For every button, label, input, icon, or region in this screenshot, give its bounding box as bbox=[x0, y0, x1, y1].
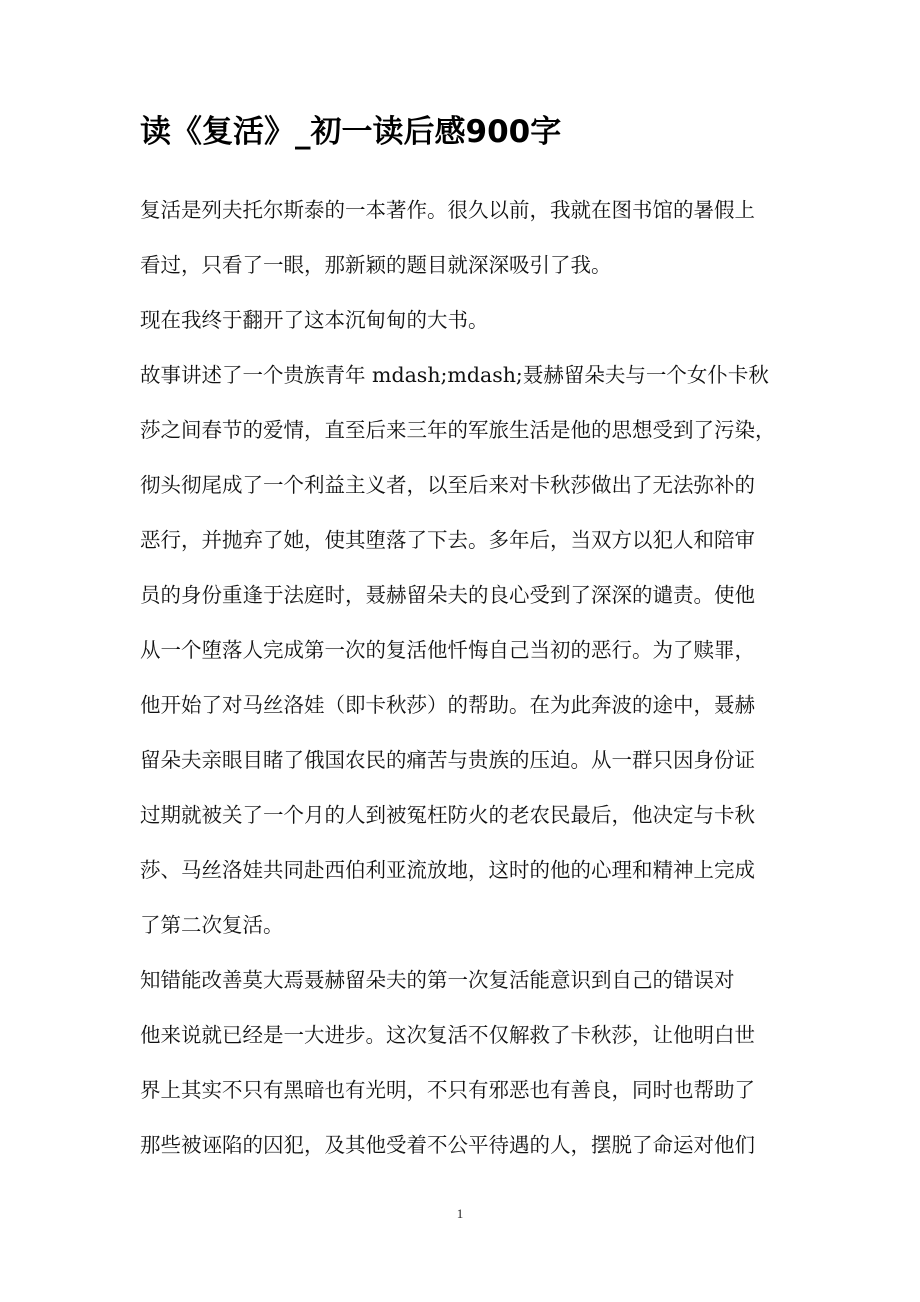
body-line: 莎之间春节的爱情，直至后来三年的军旅生活是他的思想受到了污染， bbox=[140, 418, 776, 442]
body-line: 留朵夫亲眼目睹了俄国农民的痛苦与贵族的压迫。从一群只因身份证 bbox=[140, 748, 755, 772]
body-line: 过期就被关了一个月的人到被冤枉防火的老农民最后，他决定与卡秋 bbox=[140, 803, 755, 827]
body-line: 那些被诬陷的囚犯，及其他受着不公平待遇的人，摆脱了命运对他们 bbox=[140, 1133, 755, 1157]
body-line: 知错能改善莫大焉聂赫留朵夫的第一次复活能意识到自己的错误对 bbox=[140, 968, 735, 992]
body-line: 故事讲述了一个贵族青年 mdash;mdash;聂赫留朵夫与一个女仆卡秋 bbox=[140, 363, 769, 387]
body-line: 恶行，并抛弃了她，使其堕落了下去。多年后，当双方以犯人和陪审 bbox=[140, 528, 755, 552]
body-line: 从一个堕落人完成第一次的复活他忏悔自己当初的恶行。为了赎罪， bbox=[140, 638, 755, 662]
document-title: 读《复活》_初一读后感900字 bbox=[140, 114, 562, 150]
body-line: 界上其实不只有黑暗也有光明，不只有邪恶也有善良，同时也帮助了 bbox=[140, 1078, 755, 1102]
body-line: 员的身份重逢于法庭时，聂赫留朵夫的良心受到了深深的谴责。使他 bbox=[140, 583, 755, 607]
body-line: 了第二次复活。 bbox=[140, 913, 284, 937]
body-line: 复活是列夫托尔斯泰的一本著作。很久以前，我就在图书馆的暑假上 bbox=[140, 198, 755, 222]
body-line: 他开始了对马丝洛娃（即卡秋莎）的帮助。在为此奔波的途中，聂赫 bbox=[140, 693, 755, 717]
body-line: 莎、马丝洛娃共同赴西伯利亚流放地，这时的他的心理和精神上完成 bbox=[140, 858, 755, 882]
body-line: 他来说就已经是一大进步。这次复活不仅解救了卡秋莎，让他明白世 bbox=[140, 1023, 755, 1047]
body-line: 现在我终于翻开了这本沉甸甸的大书。 bbox=[140, 308, 489, 332]
body-line: 彻头彻尾成了一个利益主义者，以至后来对卡秋莎做出了无法弥补的 bbox=[140, 473, 755, 497]
body-line: 看过，只看了一眼，那新颖的题目就深深吸引了我。 bbox=[140, 253, 612, 277]
page-number: 1 bbox=[456, 1206, 464, 1221]
document-body bbox=[140, 188, 785, 1178]
